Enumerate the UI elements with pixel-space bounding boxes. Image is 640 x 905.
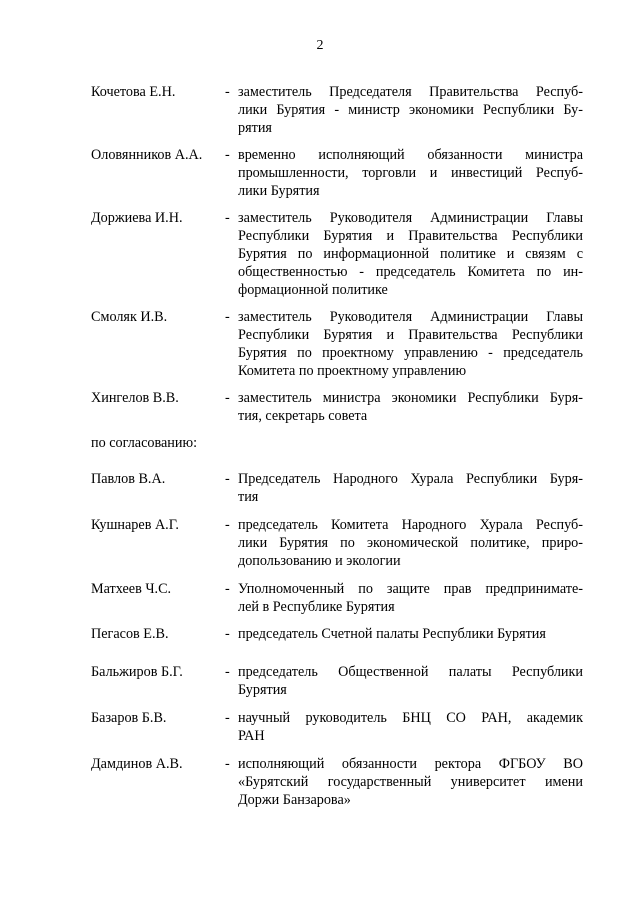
member-position [238,709,583,745]
member-position [238,625,583,643]
member-name: Матхеев Ч.С. [91,581,172,597]
position-line: Республики Бурятия и Правительства Республики [238,327,583,343]
position-line: тия, секретарь совета [238,408,368,424]
member-dash: - [225,517,230,533]
position-line: научный руководитель БНЦ СО РАН, академик [238,710,583,726]
position-line: временно исполняющий обязанности министра [238,147,583,163]
position-line: заместитель Председателя Правительства Респуб- [238,84,583,100]
member-name: Смоляк И.В. [91,309,168,325]
position-line: Доржи Банзарова» [238,792,351,808]
member-name: Оловянников А.А. [91,147,203,163]
member-dash: - [225,471,230,487]
member-dash: - [225,626,230,642]
position-line: заместитель Руководителя Администрации Главы [238,309,583,325]
position-line: Республики Бурятия и Правительства Республики [238,228,583,244]
position-line: лики Бурятия [238,183,320,199]
position-line: рятия [238,120,272,136]
position-line: общественностью - председатель Комитета по ин- [238,264,583,280]
position-line: председатель Общественной палаты Республики [238,664,583,680]
member-name: Пегасов Е.В. [91,626,169,642]
member-position [238,146,583,200]
position-line: Председатель Народного Хурала Республики Буря- [238,471,583,487]
member-dash: - [225,84,230,100]
member-name: Кушнарев А.Г. [91,517,179,533]
position-line: формационной политике [238,282,388,298]
member-name: Кочетова Е.Н. [91,84,176,100]
position-line: председатель Комитета Народного Хурала Респуб- [238,517,583,533]
position-line: Уполномоченный по защите прав предпринимате- [238,581,583,597]
member-dash: - [225,309,230,325]
member-name: Дамдинов А.В. [91,756,183,772]
position-line: лей в Республике Бурятия [238,599,395,615]
position-line: допользованию и экологии [238,553,401,569]
member-name: Бальжиров Б.Г. [91,664,183,680]
member-dash: - [225,756,230,772]
position-line: заместитель Руководителя Администрации Главы [238,210,583,226]
position-line: Бурятия [238,682,287,698]
position-line: «Бурятский государственный университет имени [238,774,583,790]
member-position [238,209,583,299]
member-name: Павлов В.А. [91,471,166,487]
position-line: Бурятия по информационной политике и связям с [238,246,583,262]
member-position [238,389,583,425]
member-dash: - [225,664,230,680]
member-name: Хингелов В.В. [91,390,179,406]
position-line: тия [238,489,259,505]
member-name: Базаров Б.В. [91,710,167,726]
member-dash: - [225,390,230,406]
member-dash: - [225,210,230,226]
member-position [238,470,583,506]
page-number: 2 [316,38,324,53]
position-line: председатель Счетной палаты Республики Бурятия [238,626,546,642]
position-line: заместитель министра экономики Республики Буря- [238,390,583,406]
member-position [238,580,583,616]
position-line: лики Бурятия - министр экономики Республики Бу- [238,102,583,118]
member-dash: - [225,581,230,597]
member-position [238,83,583,137]
position-line: Комитета по проектному управлению [238,363,467,379]
position-line: промышленности, торговли и инвестиций Респуб- [238,165,583,181]
position-line: лики Бурятия по экономической политике, приро- [238,535,583,551]
member-position [238,308,583,380]
member-dash: - [225,147,230,163]
position-line: Бурятия по проектному управлению - председатель [238,345,583,361]
member-name: Доржиева И.Н. [91,210,183,226]
member-position [238,755,583,809]
member-position [238,516,583,570]
member-dash: - [225,710,230,726]
member-position [238,663,583,699]
position-line: исполняющий обязанности ректора ФГБОУ ВО [238,756,583,772]
position-line: РАН [238,728,265,744]
section-label: по согласованию: [91,435,198,451]
